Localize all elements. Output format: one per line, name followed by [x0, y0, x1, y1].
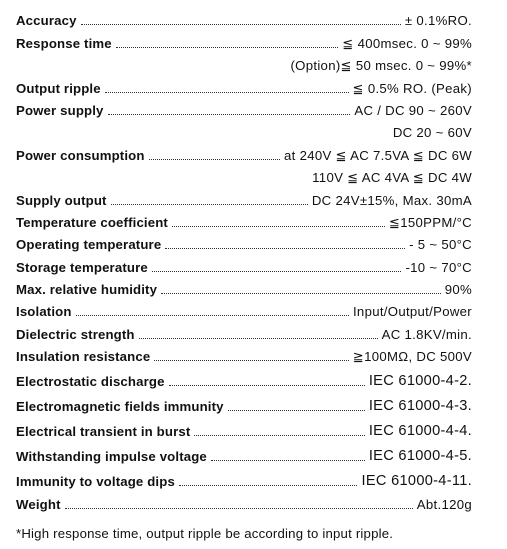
spec-label: Weight — [16, 496, 61, 512]
spec-row-insulation-resistance — [16, 342, 472, 364]
spec-row-weight — [16, 489, 472, 511]
spec-row-temperature-coefficient — [16, 208, 472, 230]
spec-value: AC 1.8KV/min. — [381, 326, 472, 342]
spec-table — [16, 6, 472, 512]
spec-row-response-time — [16, 28, 472, 50]
spec-label: Supply output — [16, 192, 107, 208]
spec-row-response-time-option — [16, 51, 472, 73]
spec-value: IEC 61000-4-4. — [368, 423, 472, 440]
spec-label: Response time — [16, 35, 112, 51]
dot-leader — [111, 204, 308, 205]
spec-label: Max. relative humidity — [16, 282, 158, 298]
spec-value: Abt.120g — [416, 496, 472, 512]
spec-row-withstanding-impulse-voltage — [16, 439, 472, 464]
dot-leader — [228, 410, 365, 411]
dot-leader — [116, 47, 339, 48]
spec-label: Temperature coefficient — [16, 214, 168, 230]
spec-row-power-supply — [16, 96, 472, 118]
spec-label: Electrostatic discharge — [16, 374, 165, 390]
spec-label: Dielectric strength — [16, 326, 135, 342]
spec-value: (Option)≦ 50 msec. 0 ~ 99%* — [290, 58, 472, 74]
dot-leader — [105, 92, 349, 93]
dot-leader — [139, 338, 378, 339]
spec-label: Immunity to voltage dips — [16, 474, 175, 490]
spec-value: DC 20 ~ 60V — [392, 125, 472, 141]
spec-label: Electromagnetic fields immunity — [16, 399, 224, 415]
spec-row-isolation — [16, 297, 472, 319]
spec-row-power-consumption — [16, 140, 472, 162]
spec-value: DC 24V±15%, Max. 30mA — [311, 192, 472, 208]
dot-leader — [211, 460, 365, 461]
spec-row-accuracy — [16, 6, 472, 28]
spec-label: Power consumption — [16, 147, 145, 163]
spec-value: IEC 61000-4-3. — [368, 398, 472, 415]
spec-row-storage-temperature — [16, 252, 472, 274]
spec-row-dielectric-strength — [16, 319, 472, 341]
spec-value: ± 0.1%RO. — [404, 13, 472, 29]
spec-label: Accuracy — [16, 13, 77, 29]
dot-leader — [179, 485, 358, 486]
dot-leader — [76, 315, 349, 316]
spec-row-supply-output — [16, 185, 472, 207]
spec-label: Isolation — [16, 304, 72, 320]
spec-value: -10 ~ 70°C — [405, 259, 472, 275]
spec-row-power-supply-dc — [16, 118, 472, 140]
dot-leader — [108, 114, 351, 115]
spec-value: IEC 61000-4-5. — [368, 448, 472, 465]
spec-label: Storage temperature — [16, 259, 148, 275]
spec-value: 110V ≦ AC 4VA ≦ DC 4W — [312, 170, 472, 186]
spec-label: Insulation resistance — [16, 349, 151, 365]
dot-leader — [149, 159, 280, 160]
spec-label: Operating temperature — [16, 237, 162, 253]
dot-leader — [81, 24, 401, 25]
spec-row-electrostatic-discharge — [16, 364, 472, 389]
spec-row-electrical-transient-in-burst — [16, 414, 472, 439]
spec-value: AC / DC 90 ~ 260V — [354, 102, 472, 118]
spec-row-output-ripple — [16, 73, 472, 95]
dot-leader — [194, 435, 364, 436]
footnote: *High response time, output ripple be according to input ripple. — [16, 526, 394, 541]
spec-label: Power supply — [16, 102, 104, 118]
dot-leader — [152, 271, 402, 272]
dot-leader — [161, 293, 441, 294]
spec-value: IEC 61000-4-2. — [368, 373, 472, 390]
spec-value: 90% — [444, 282, 472, 298]
spec-value: ≦ 400msec. 0 ~ 99% — [342, 35, 472, 51]
spec-value: Input/Output/Power — [352, 304, 472, 320]
spec-row-power-consumption-110v — [16, 163, 472, 185]
dot-leader — [65, 508, 413, 509]
spec-row-immunity-to-voltage-dips — [16, 464, 472, 489]
spec-value: IEC 61000-4-11. — [361, 473, 472, 490]
spec-row-electromagnetic-fields-immunity — [16, 389, 472, 414]
dot-leader — [172, 226, 385, 227]
spec-row-max-relative-humidity — [16, 275, 472, 297]
spec-label: Withstanding impulse voltage — [16, 449, 207, 465]
spec-value: ≦150PPM/°C — [388, 214, 472, 230]
dot-leader — [154, 360, 348, 361]
dot-leader — [169, 385, 365, 386]
spec-row-operating-temperature — [16, 230, 472, 252]
spec-value: at 240V ≦ AC 7.5VA ≦ DC 6W — [284, 147, 472, 163]
spec-label: Output ripple — [16, 80, 101, 96]
spec-value: ≦ 0.5% RO. (Peak) — [352, 80, 472, 96]
spec-label: Electrical transient in burst — [16, 424, 191, 440]
spec-value: - 5 ~ 50°C — [409, 237, 472, 253]
spec-value: ≧100MΩ, DC 500V — [352, 349, 472, 365]
dot-leader — [165, 248, 405, 249]
